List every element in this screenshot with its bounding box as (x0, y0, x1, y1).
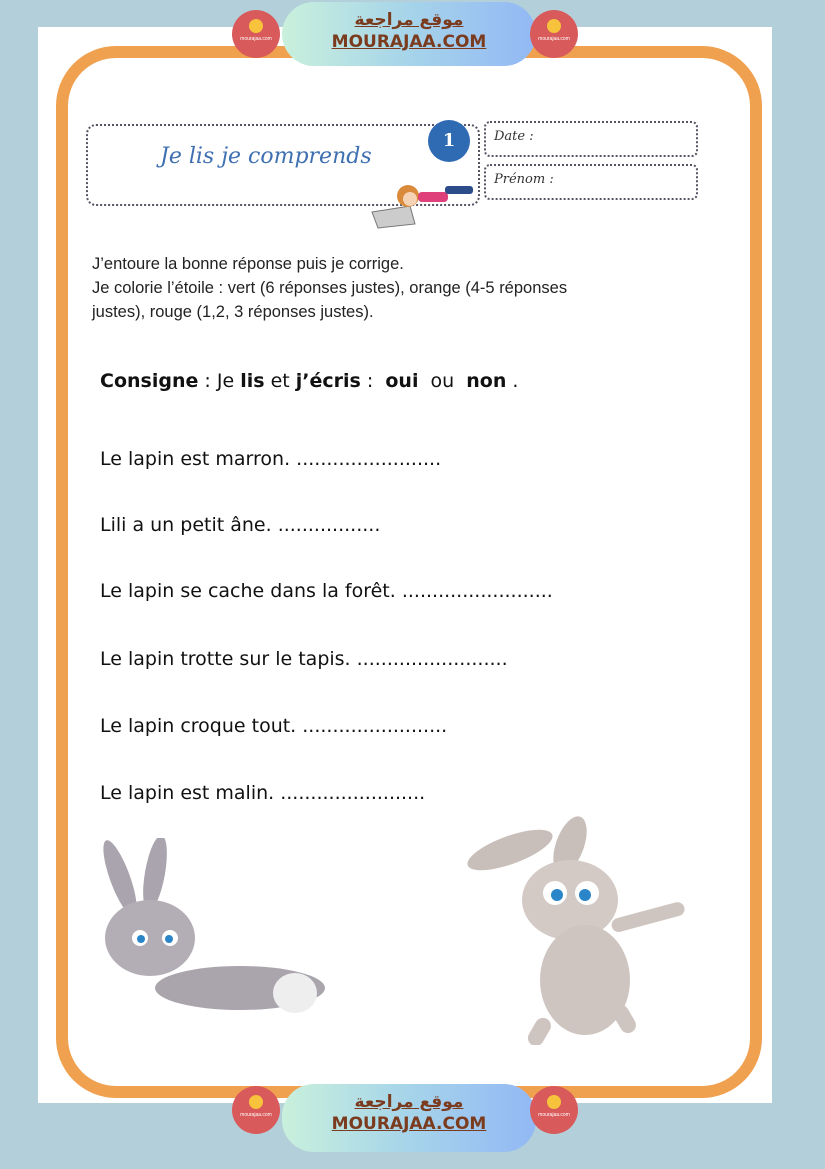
prenom-field[interactable] (484, 164, 698, 200)
consigne-label: Consigne (100, 370, 199, 392)
question-5[interactable]: Le lapin croque tout. ........................ (100, 715, 448, 737)
text: j’écris (295, 370, 361, 392)
question-6[interactable]: Le lapin est malin. ........................ (100, 782, 426, 804)
dancing-rabbit-illustration (460, 815, 700, 1045)
watermark-top[interactable] (282, 2, 536, 66)
watermark-arabic: موقع مراجعة (354, 10, 464, 30)
date-label: Date : (494, 129, 534, 144)
question-1[interactable]: Le lapin est marron. ........................ (100, 448, 442, 470)
watermark-latin: MOURAJAA.COM (331, 32, 487, 52)
text: : Je (198, 370, 241, 392)
question-2[interactable]: Lili a un petit âne. ................. (100, 514, 381, 536)
logo-text: mourajaa.com (538, 1112, 570, 1118)
worksheet-number: 1 (428, 120, 470, 162)
site-logo-left-bottom (232, 1086, 280, 1134)
logo-text: mourajaa.com (240, 1112, 272, 1118)
instruction-line: justes), rouge (1,2, 3 réponses justes). (92, 303, 374, 321)
text: ou (418, 370, 467, 392)
text: . (506, 370, 519, 392)
site-logo-right-bottom (530, 1086, 578, 1134)
text: lis (240, 370, 265, 392)
watermark-arabic: موقع مراجعة (354, 1092, 464, 1112)
logo-text: mourajaa.com (240, 36, 272, 42)
instructions (92, 252, 567, 324)
date-field[interactable] (484, 121, 698, 157)
consigne (100, 370, 518, 392)
watermark-latin: MOURAJAA.COM (331, 1114, 487, 1134)
instruction-line: Je colorie l’étoile : vert (6 réponses justes), orange (4-5 réponses (92, 279, 568, 297)
prenom-label: Prénom : (494, 172, 554, 187)
site-logo-left (232, 10, 280, 58)
watermark-bottom[interactable] (282, 1084, 536, 1152)
question-3[interactable]: Le lapin se cache dans la forêt. ......................... (100, 580, 553, 602)
lying-rabbit-illustration (90, 838, 330, 1028)
logo-text: mourajaa.com (538, 36, 570, 42)
site-logo-right (530, 10, 578, 58)
worksheet-title: Je lis je comprends (160, 144, 372, 169)
answer-oui: oui (385, 370, 419, 392)
answer-non: non (466, 370, 507, 392)
text: : (360, 370, 386, 392)
question-4[interactable]: Le lapin trotte sur le tapis. ......................... (100, 648, 508, 670)
instruction-line: J’entoure la bonne réponse puis je corrige. (92, 255, 404, 273)
text: et (264, 370, 296, 392)
girl-reading-icon (370, 182, 475, 232)
